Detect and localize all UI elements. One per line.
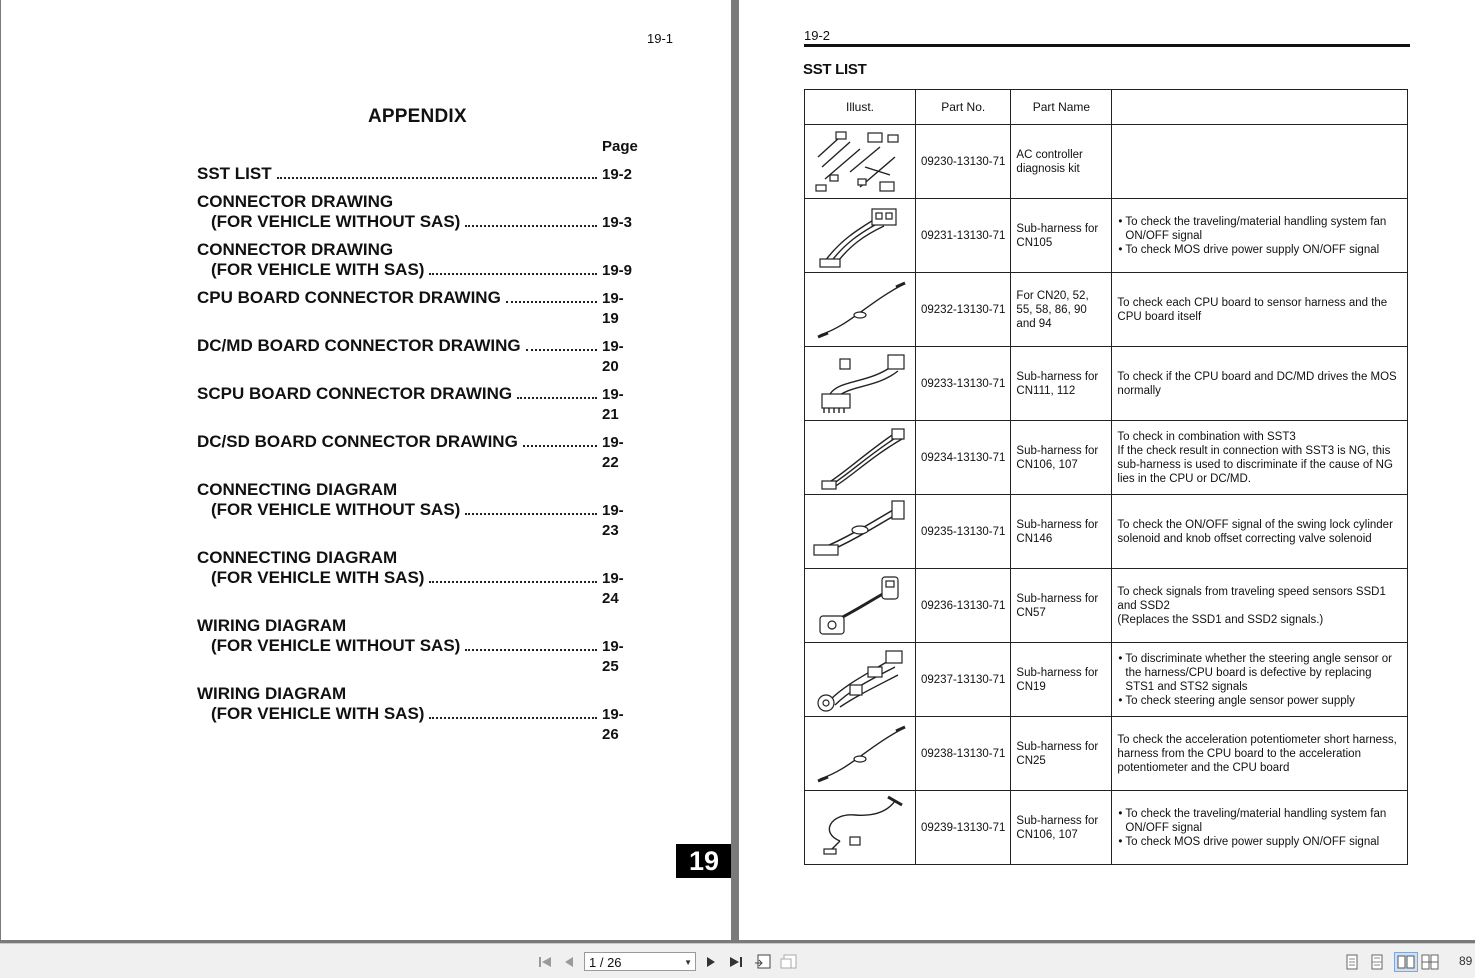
toc-label: (FOR VEHICLE WITHOUT SAS) — [211, 636, 461, 655]
illustration-cell — [805, 125, 916, 199]
page-number-field[interactable] — [584, 952, 696, 971]
description-line: If the check result in connection with SST3 is NG, this sub-harness is used to discriminate if the cause of NG lies in the CPU or DC/MD. — [1117, 444, 1393, 485]
description-cell — [1112, 569, 1408, 643]
page-19-2 — [739, 0, 1475, 940]
chevron-down-icon: ▼ — [684, 958, 692, 967]
part-name-line: CN105 — [1016, 236, 1053, 249]
part-name-line: CN57 — [1016, 606, 1046, 619]
toc-label: WIRING DIAGRAM — [197, 684, 347, 703]
toc-leader-dots — [506, 301, 597, 303]
illustration-cell — [805, 569, 916, 643]
toc-entry[interactable] — [197, 336, 639, 377]
toc-label: (FOR VEHICLE WITHOUT SAS) — [211, 500, 461, 519]
column-header: Part No. — [916, 90, 1011, 125]
continuous-facing-icon — [1421, 954, 1439, 970]
loop-wire-illustration-icon — [810, 793, 910, 863]
description-cell — [1112, 273, 1408, 347]
part-name-cell — [1011, 791, 1112, 865]
section-title: SST LIST — [803, 61, 867, 78]
description-cell — [1112, 125, 1408, 199]
illustration-cell — [805, 421, 916, 495]
description-cell — [1112, 643, 1408, 717]
section-tab: 19 — [676, 844, 731, 878]
part-number-cell: 09236-13130-71 — [916, 569, 1011, 643]
toc-label: DC/MD BOARD CONNECTOR DRAWING — [197, 336, 521, 355]
toc-leader-dots — [429, 717, 597, 719]
toc-page-ref: 19-3 — [602, 214, 633, 231]
column-header — [1112, 90, 1408, 125]
toc-page-ref: 19-24 — [602, 570, 624, 607]
page-number: 19-1 — [647, 31, 674, 46]
part-number-cell: 09234-13130-71 — [916, 421, 1011, 495]
toc-label: WIRING DIAGRAM — [197, 616, 347, 635]
toc-label: CONNECTOR DRAWING — [197, 192, 394, 211]
part-name-cell — [1011, 421, 1112, 495]
part-name-cell — [1011, 717, 1112, 791]
toc-entry[interactable] — [197, 288, 639, 329]
description-line: To check signals from traveling speed sensors SSD1 and SSD2 — [1117, 585, 1386, 612]
description-line: • To check MOS drive power supply ON/OFF signal — [1118, 243, 1380, 256]
previous-page-button[interactable] — [560, 953, 578, 971]
toc-entry[interactable] — [197, 384, 639, 425]
table-row — [805, 717, 1408, 791]
fit-page-icon — [754, 954, 772, 970]
next-page-icon — [705, 955, 717, 969]
part-name-line: CN146 — [1016, 532, 1053, 545]
toc-line — [197, 240, 639, 260]
part-name-line: 55, 58, 86, 90 — [1016, 303, 1087, 316]
next-page-button[interactable] — [702, 953, 720, 971]
toc-entry[interactable] — [197, 480, 639, 541]
description-line: (Replaces the SSD1 and SSD2 signals.) — [1117, 613, 1324, 626]
column-header: Part Name — [1011, 90, 1112, 125]
toc-line — [197, 480, 639, 500]
illustration-cell — [805, 717, 916, 791]
part-number-cell: 09233-13130-71 — [916, 347, 1011, 421]
first-page-icon — [537, 955, 553, 969]
toc-leader-dots — [523, 445, 597, 447]
previous-page-icon — [563, 955, 575, 969]
toc-label: CPU BOARD CONNECTOR DRAWING — [197, 288, 501, 307]
description-line: • To check the traveling/material handling system fan ON/OFF signal — [1118, 215, 1387, 242]
last-page-button[interactable] — [727, 953, 745, 971]
toc-line — [197, 192, 639, 212]
description-line: • To discriminate whether the steering angle sensor or the harness/CPU board is defective by replacing STS1 and STS2 signals — [1118, 652, 1392, 693]
toc-line — [197, 568, 639, 609]
page-19-1 — [1, 0, 731, 940]
part-number-cell: 09237-13130-71 — [916, 643, 1011, 717]
toc-line — [197, 260, 639, 281]
column-header: Illust. — [805, 90, 916, 125]
description-line: To check in combination with SST3 — [1117, 430, 1296, 443]
table-row — [805, 273, 1408, 347]
toc-label: (FOR VEHICLE WITH SAS) — [211, 704, 425, 723]
fit-width-button[interactable] — [780, 953, 798, 971]
harness-box-illustration-icon — [810, 349, 910, 419]
toc-entry[interactable] — [197, 240, 639, 281]
part-name-line: CN111, 112 — [1016, 384, 1076, 397]
toc-line — [197, 636, 639, 677]
toc-leader-dots — [277, 177, 597, 179]
part-name-line: Sub-harness for — [1016, 666, 1099, 679]
part-number-cell: 09235-13130-71 — [916, 495, 1011, 569]
toc-line — [197, 684, 639, 704]
continuous-view-button[interactable] — [1368, 953, 1386, 971]
toc-line — [197, 704, 639, 745]
illustration-cell — [805, 495, 916, 569]
continuous-page-icon — [1370, 954, 1384, 970]
toc-label: DC/SD BOARD CONNECTOR DRAWING — [197, 432, 518, 451]
toc-line — [197, 500, 639, 541]
fit-width-icon — [780, 954, 798, 970]
part-name-line: Sub-harness for — [1016, 222, 1099, 235]
toc-page-ref: 19-2 — [602, 166, 633, 183]
description-cell — [1112, 495, 1408, 569]
part-name-line: CN106, 107 — [1016, 828, 1078, 841]
sst-table — [804, 89, 1408, 865]
part-number-cell: 09239-13130-71 — [916, 791, 1011, 865]
harness-connector-illustration-icon — [810, 201, 910, 271]
part-name-cell — [1011, 495, 1112, 569]
table-row — [805, 125, 1408, 199]
toc-entry[interactable] — [197, 548, 639, 609]
part-name-cell — [1011, 347, 1112, 421]
ribbon-illustration-icon — [810, 423, 910, 493]
illustration-cell — [805, 643, 916, 717]
table-row — [805, 643, 1408, 717]
multi-connector-illustration-icon — [810, 645, 910, 715]
toc-line — [197, 384, 639, 425]
toc-label: CONNECTING DIAGRAM — [197, 548, 398, 567]
toc-leader-dots — [465, 649, 597, 651]
table-header-row — [805, 90, 1408, 125]
facing-view-button[interactable] — [1394, 952, 1418, 972]
part-name-line: Sub-harness for — [1016, 740, 1099, 753]
fit-page-button[interactable] — [754, 953, 772, 971]
table-row — [805, 199, 1408, 273]
kit-illustration-icon — [810, 127, 910, 197]
part-name-line: Sub-harness for — [1016, 592, 1099, 605]
toc-page-ref: 19-22 — [602, 434, 624, 471]
toc-label: (FOR VEHICLE WITHOUT SAS) — [211, 212, 461, 231]
table-row — [805, 495, 1408, 569]
toc-entry[interactable] — [197, 192, 639, 233]
illustration-cell — [805, 199, 916, 273]
toc-leader-dots — [429, 273, 597, 275]
part-name-line: AC controller — [1016, 148, 1083, 161]
toc-line — [197, 164, 639, 185]
part-name-line: CN25 — [1016, 754, 1046, 767]
toc-page-ref: 19-21 — [602, 386, 624, 423]
description-line: To check the ON/OFF signal of the swing lock cylinder solenoid and knob offset correcting valve solenoid — [1117, 518, 1393, 545]
toc-line — [197, 432, 639, 473]
toc-page-ref: 19-9 — [602, 262, 633, 279]
part-name-line: Sub-harness for — [1016, 370, 1099, 383]
page-column-header: Page — [602, 138, 638, 155]
part-name-cell — [1011, 199, 1112, 273]
toc-line — [197, 548, 639, 568]
toc-line — [197, 288, 639, 329]
page-number-value: 1 / 26 — [589, 955, 622, 970]
toc-entry[interactable] — [197, 432, 639, 473]
toc-entry[interactable] — [197, 164, 639, 185]
toc-line — [197, 212, 639, 233]
toc-page-ref: 19-19 — [602, 290, 624, 327]
part-name-cell — [1011, 273, 1112, 347]
illustration-cell — [805, 273, 916, 347]
toc-page-ref: 19-20 — [602, 338, 624, 375]
probe-wire-illustration-icon — [810, 719, 910, 789]
illustration-cell — [805, 347, 916, 421]
description-line: To check each CPU board to sensor harness and the CPU board itself — [1117, 296, 1388, 323]
connector-pair-illustration-icon — [810, 571, 910, 641]
zoom-level[interactable]: 89 — [1459, 954, 1473, 968]
toc-leader-dots — [465, 225, 597, 227]
description-line: • To check MOS drive power supply ON/OFF signal — [1118, 835, 1380, 848]
part-number-cell: 09230-13130-71 — [916, 125, 1011, 199]
part-number-cell: 09231-13130-71 — [916, 199, 1011, 273]
probe-wire-illustration-icon — [810, 275, 910, 345]
description-cell — [1112, 347, 1408, 421]
part-name-line: Sub-harness for — [1016, 518, 1099, 531]
description-cell — [1112, 791, 1408, 865]
description-cell — [1112, 199, 1408, 273]
part-number-cell: 09238-13130-71 — [916, 717, 1011, 791]
description-cell — [1112, 717, 1408, 791]
description-line: To check the acceleration potentiometer short harness, harness from the CPU board to the acceleration potentiometer and the CPU board — [1117, 733, 1397, 774]
single-page-icon — [1345, 954, 1359, 970]
part-name-line: Sub-harness for — [1016, 444, 1099, 457]
part-name-line: and 94 — [1016, 317, 1052, 330]
table-row — [805, 791, 1408, 865]
toc-leader-dots — [465, 513, 597, 515]
table-row — [805, 569, 1408, 643]
part-name-line: For CN20, 52, — [1016, 289, 1089, 302]
toc-page-ref: 19-23 — [602, 502, 624, 539]
toc-page-ref: 19-25 — [602, 638, 624, 675]
last-page-icon — [728, 955, 744, 969]
part-name-line: CN106, 107 — [1016, 458, 1078, 471]
header-rule — [804, 44, 1410, 47]
ribbon-thick-illustration-icon — [810, 497, 910, 567]
table-row — [805, 421, 1408, 495]
toc-leader-dots — [429, 581, 597, 583]
part-number-cell: 09232-13130-71 — [916, 273, 1011, 347]
part-name-cell — [1011, 569, 1112, 643]
toc-label: (FOR VEHICLE WITH SAS) — [211, 260, 425, 279]
toc-page-ref: 19-26 — [602, 706, 624, 743]
illustration-cell — [805, 791, 916, 865]
toc-label: SCPU BOARD CONNECTOR DRAWING — [197, 384, 513, 403]
continuous-facing-view-button[interactable] — [1421, 953, 1439, 971]
toc-label: CONNECTING DIAGRAM — [197, 480, 398, 499]
toc-line — [197, 616, 639, 636]
part-name-cell — [1011, 643, 1112, 717]
single-page-view-button[interactable] — [1343, 953, 1361, 971]
page-number: 19-2 — [804, 28, 831, 43]
toc-label: (FOR VEHICLE WITH SAS) — [211, 568, 425, 587]
viewer-toolbar — [0, 943, 1475, 978]
facing-pages-icon — [1397, 955, 1415, 969]
toc-line — [197, 336, 639, 377]
first-page-button[interactable] — [536, 953, 554, 971]
toc-leader-dots — [517, 397, 597, 399]
description-line: To check if the CPU board and DC/MD drives the MOS normally — [1117, 370, 1397, 397]
toc-leader-dots — [526, 349, 597, 351]
page-title: APPENDIX — [368, 106, 467, 127]
part-name-cell — [1011, 125, 1112, 199]
toc-entry[interactable] — [197, 684, 639, 745]
description-line: • To check steering angle sensor power supply — [1118, 694, 1355, 707]
part-name-line: diagnosis kit — [1016, 162, 1080, 175]
description-cell — [1112, 421, 1408, 495]
toc-label: SST LIST — [197, 164, 272, 183]
toc-label: CONNECTOR DRAWING — [197, 240, 394, 259]
description-line: • To check the traveling/material handling system fan ON/OFF signal — [1118, 807, 1387, 834]
part-name-line: CN19 — [1016, 680, 1046, 693]
table-row — [805, 347, 1408, 421]
part-name-line: Sub-harness for — [1016, 814, 1099, 827]
toc-entry[interactable] — [197, 616, 639, 677]
table-of-contents — [197, 164, 639, 752]
